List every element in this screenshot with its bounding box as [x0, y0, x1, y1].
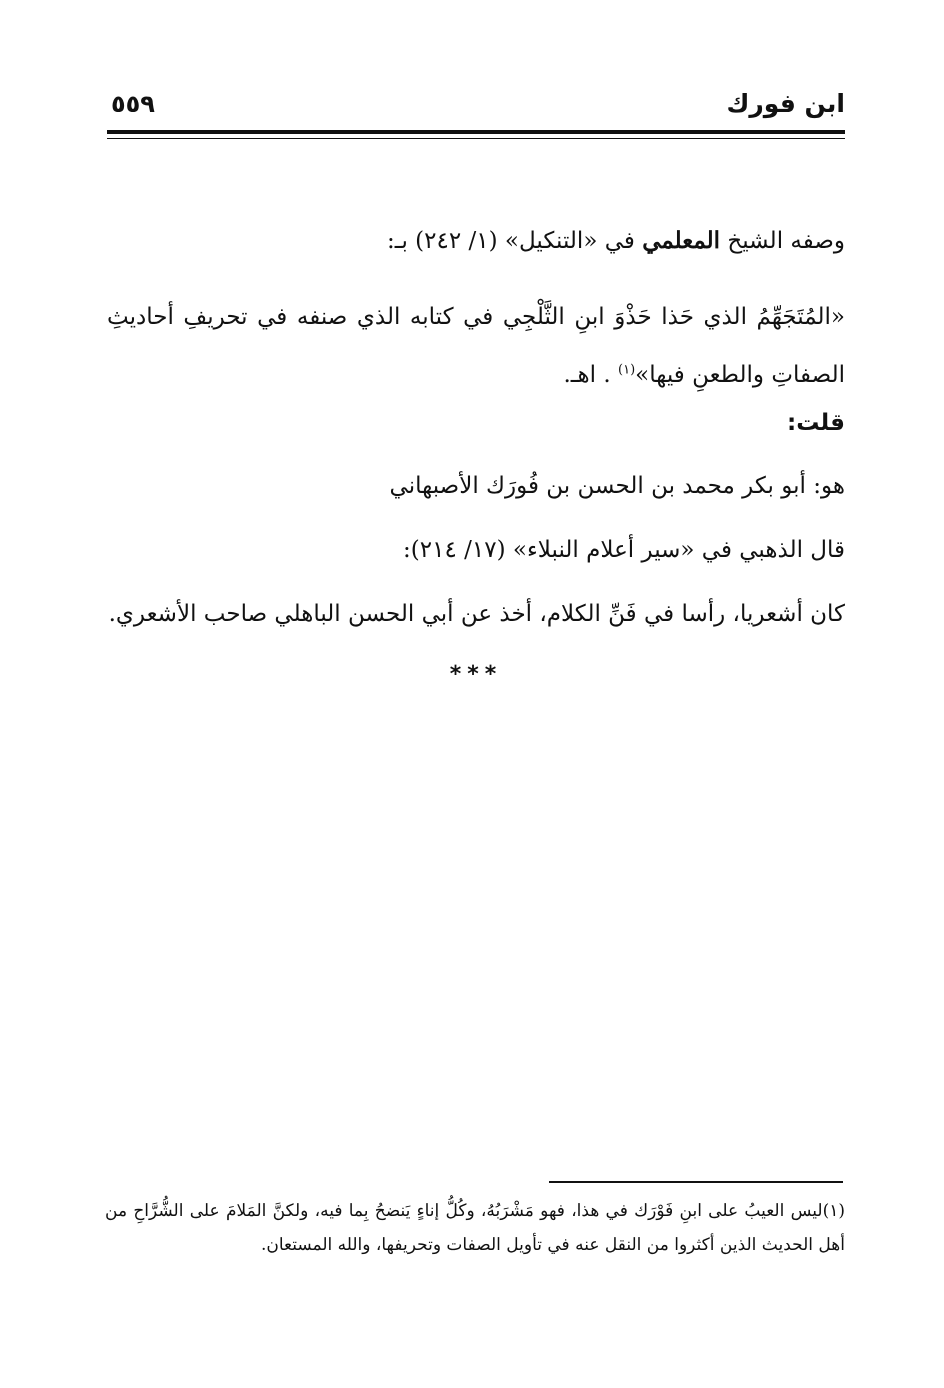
quote-end: . اهـ.	[563, 362, 611, 388]
footnote: (١)ليس العيبُ على ابنِ فَوْرَك في هذا، فهو مَشْرَبُهُ، وكُلُّ إناءٍ يَنضحُ بِما فيه، ولكنَّ المَلامَ على الشُّرَّاحِ من أهل الحديث الذين أكثروا من النقل عنه في تأويل الصفات وتحريفها، والله المستعان.	[105, 1201, 845, 1255]
page-number: ٥٥٩	[111, 90, 155, 118]
section-separator: ***	[449, 662, 503, 687]
footnote-reference: (١)	[618, 362, 636, 378]
intro-line	[107, 223, 875, 259]
identity-line: هو: أبو بكر محمد بن الحسن بن فُورَك الأصبهاني	[389, 473, 845, 499]
dhahabi-quote-line: كان أشعريا، رأسا في فَنِّ الكلام، أخذ عن أبي الحسن الباهلي صاحب الأشعري.	[108, 601, 845, 627]
qult-heading-line	[107, 405, 845, 441]
running-title: ابن فورك	[726, 89, 845, 118]
intro-name-bold: المعلمي	[642, 227, 721, 254]
qult-heading: قلت:	[787, 410, 845, 436]
page-header	[107, 82, 845, 130]
dhahabi-citation-line: قال الذهبي في «سير أعلام النبلاء» (١٧/ ٢١٤):	[403, 537, 845, 563]
quote-text: «المُتَجَهِّمُ الذي حَذا حَذْوَ ابنِ الثَّلْجِي في كتابه الذي صنفه في تحريفِ أحاديثِ الصفاتِ والطعنِ فيها»	[107, 304, 845, 388]
header-rule-thin	[107, 138, 845, 139]
quote-paragraph	[107, 288, 845, 404]
header-rule-thick	[107, 130, 845, 134]
intro-text-pre: وصفه الشيخ	[727, 228, 845, 254]
intro-text-post: في «التنكيل» (١/ ٢٤٢) بـ:	[386, 228, 635, 254]
footnote-rule	[549, 1181, 843, 1183]
